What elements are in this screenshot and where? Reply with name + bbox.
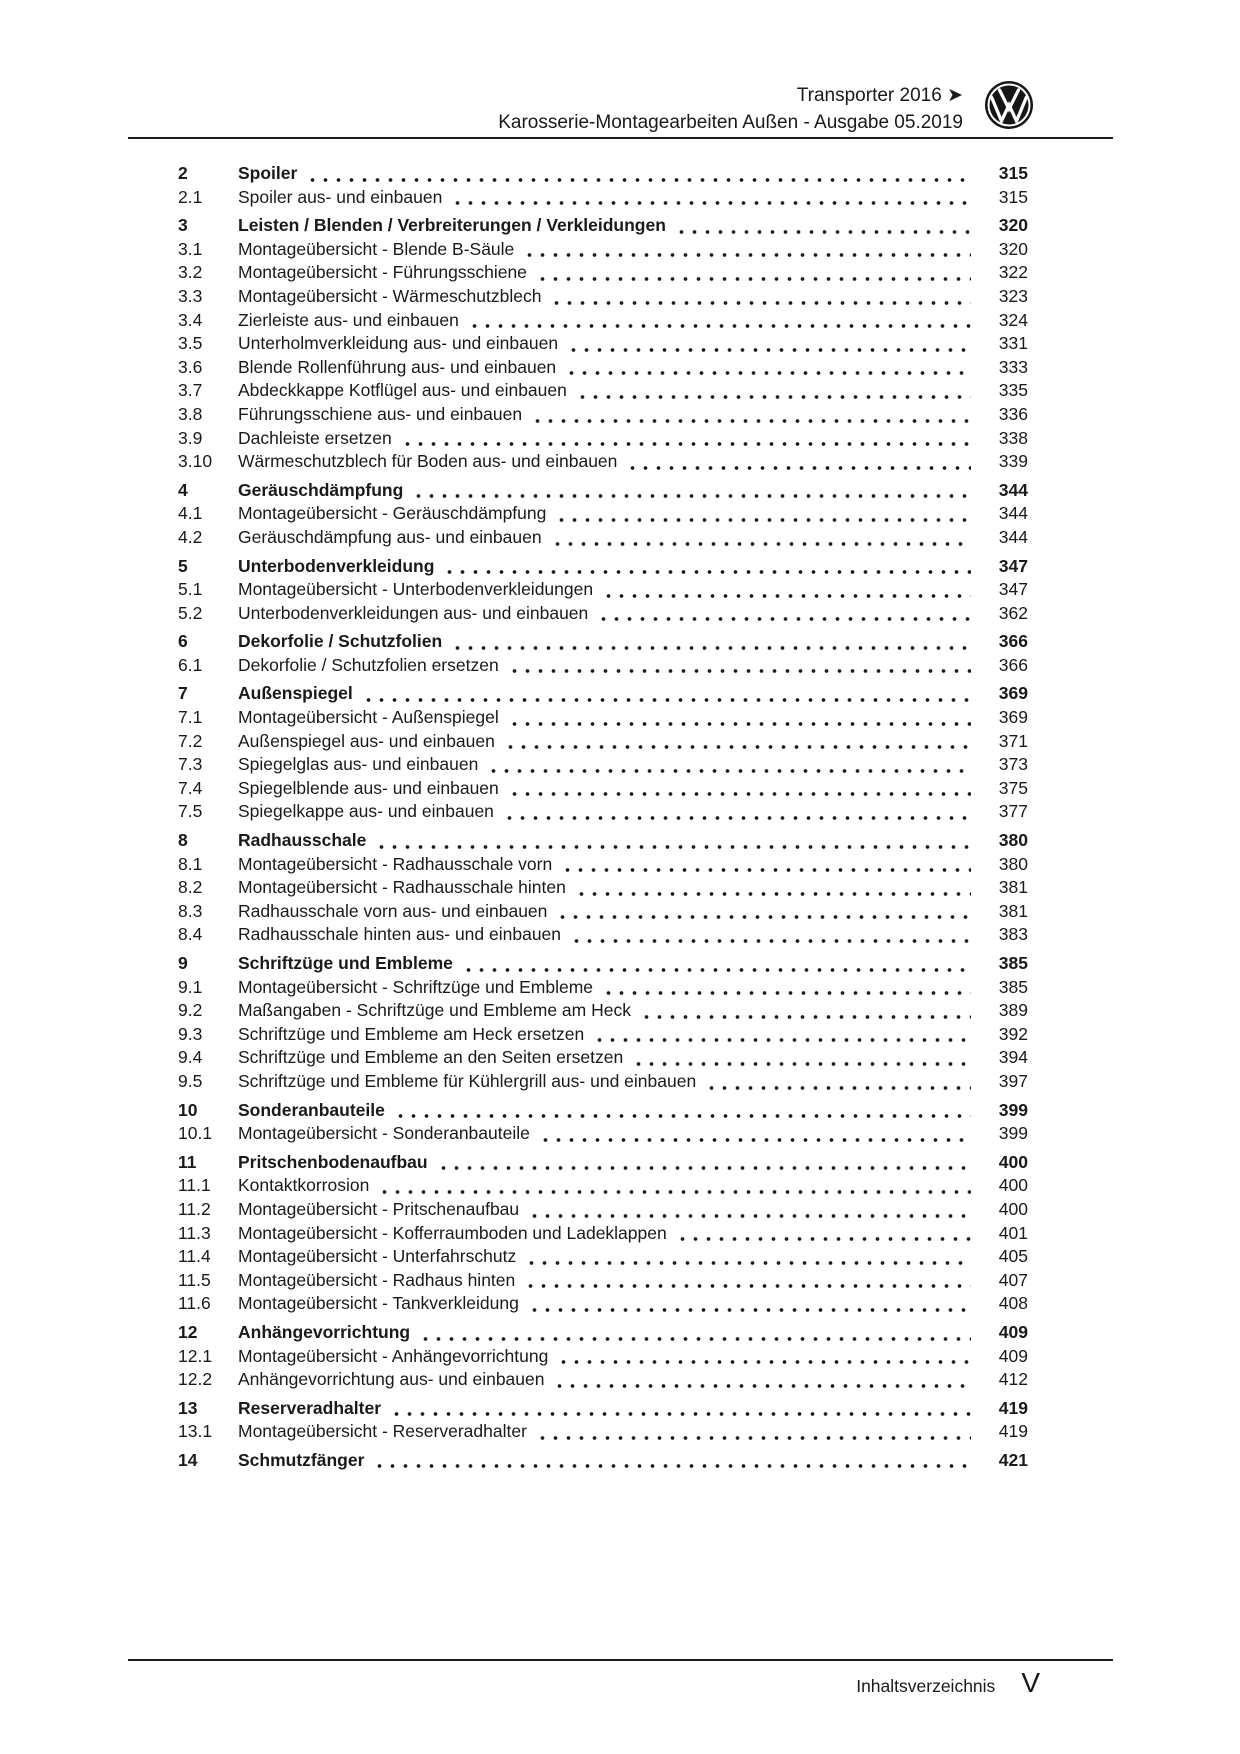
toc-row xyxy=(178,1420,1028,1444)
toc-row xyxy=(178,332,1028,356)
toc-entry-title: Schriftzüge und Embleme an den Seiten ersetzen xyxy=(238,1047,624,1068)
toc-row xyxy=(178,427,1028,451)
toc-entry-number: 8.4 xyxy=(178,924,203,945)
toc-entry-page: 401 xyxy=(998,1222,1028,1243)
toc-entry-number: 7.3 xyxy=(178,754,203,775)
toc-entry-title: Leisten / Blenden / Verbreiterungen / Verkleidungen xyxy=(238,215,666,236)
toc-row xyxy=(178,1174,1028,1198)
toc-entry-title: Montageübersicht - Reserveradhalter xyxy=(238,1421,527,1442)
toc-entry-page: 315 xyxy=(998,186,1028,207)
toc-dot-leader xyxy=(437,1156,971,1174)
toc-entry-title: Montageübersicht - Tankverkleidung xyxy=(238,1293,519,1314)
toc-entry-number: 10 xyxy=(178,1099,198,1120)
toc-entry-number: 3.1 xyxy=(178,238,203,259)
toc-entry-page: 385 xyxy=(998,976,1028,997)
page-header xyxy=(498,82,963,136)
toc-dot-leader xyxy=(378,1180,971,1198)
toc-row xyxy=(178,1099,1028,1123)
toc-entry-page: 392 xyxy=(998,1023,1028,1044)
toc-entry-page: 323 xyxy=(998,285,1028,306)
toc-entry-number: 11.1 xyxy=(178,1175,211,1196)
toc-row xyxy=(178,900,1028,924)
toc-entry-number: 7.2 xyxy=(178,730,203,751)
toc-entry-title: Schriftzüge und Embleme für Kühlergrill aus- und einbauen xyxy=(238,1070,697,1091)
toc-entry-page: 331 xyxy=(998,333,1028,354)
vw-logo-icon xyxy=(984,80,1034,130)
toc-entry-title: Radhausschale vorn aus- und einbauen xyxy=(238,900,548,921)
toc-entry-title: Maßangaben - Schriftzüge und Embleme am Heck xyxy=(238,1000,631,1021)
toc-row xyxy=(178,1122,1028,1146)
toc-entry-page: 366 xyxy=(998,654,1028,675)
toc-entry-page: 400 xyxy=(998,1151,1028,1172)
toc-entry-page: 409 xyxy=(998,1345,1028,1366)
toc-entry-page: 409 xyxy=(998,1321,1028,1342)
toc-dot-leader xyxy=(306,168,971,186)
toc-row xyxy=(178,379,1028,403)
toc-entry-title: Spiegelglas aus- und einbauen xyxy=(238,754,479,775)
footer-page-number: V xyxy=(1021,1667,1040,1698)
toc-entry-page: 397 xyxy=(998,1070,1028,1091)
toc-row xyxy=(178,1046,1028,1070)
toc-dot-leader xyxy=(567,338,971,356)
toc-dot-leader xyxy=(536,1426,971,1444)
toc-entry-page: 320 xyxy=(998,238,1028,259)
toc-dot-leader xyxy=(632,1052,971,1070)
toc-row xyxy=(178,162,1028,186)
toc-entry-page: 315 xyxy=(998,163,1028,183)
toc-dot-leader xyxy=(508,712,971,730)
toc-entry-number: 8.3 xyxy=(178,900,203,921)
header-divider xyxy=(128,137,1113,139)
toc-entry-number: 8.2 xyxy=(178,877,203,898)
toc-entry-page: 380 xyxy=(998,853,1028,874)
toc-entry-number: 3.4 xyxy=(178,309,203,330)
toc-entry-number: 9.5 xyxy=(178,1070,203,1091)
toc-dot-leader xyxy=(503,806,971,824)
toc-entry-title: Radhausschale hinten aus- und einbauen xyxy=(238,924,562,945)
toc-entry-title: Spiegelblende aus- und einbauen xyxy=(238,777,499,798)
toc-entry-number: 11 xyxy=(178,1151,197,1172)
toc-row xyxy=(178,403,1028,427)
toc-dot-leader xyxy=(597,607,971,625)
toc-row xyxy=(178,682,1028,706)
toc-entry-page: 407 xyxy=(998,1269,1028,1290)
table-of-contents xyxy=(178,162,1028,1472)
toc-dot-leader xyxy=(373,1454,971,1472)
toc-dot-leader xyxy=(451,191,971,209)
toc-row xyxy=(178,1269,1028,1293)
toc-dot-leader xyxy=(524,1274,971,1292)
toc-entry-title: Anhängevorrichtung xyxy=(238,1321,411,1342)
toc-row xyxy=(178,730,1028,754)
toc-entry-page: 394 xyxy=(998,1047,1028,1068)
toc-row xyxy=(178,261,1028,285)
toc-entry-page: 335 xyxy=(998,380,1028,401)
toc-entry-title: Außenspiegel aus- und einbauen xyxy=(238,730,495,751)
footer-divider xyxy=(128,1659,1113,1661)
toc-entry-title: Montageübersicht - Schriftzüge und Embleme xyxy=(238,976,594,997)
toc-entry-page: 347 xyxy=(998,555,1028,576)
toc-dot-leader xyxy=(419,1327,971,1345)
toc-dot-leader xyxy=(640,1005,971,1023)
toc-entry-number: 3.9 xyxy=(178,427,203,448)
toc-row xyxy=(178,309,1028,333)
toc-entry-number: 9.3 xyxy=(178,1023,203,1044)
toc-dot-leader xyxy=(575,882,971,900)
toc-dot-leader xyxy=(570,929,971,947)
toc-entry-number: 7.4 xyxy=(178,777,203,798)
toc-dot-leader xyxy=(602,981,971,999)
toc-dot-leader xyxy=(556,905,971,923)
header-model-title: Transporter 2016 ➤ xyxy=(796,85,963,106)
toc-entry-number: 6.1 xyxy=(178,654,203,675)
toc-entry-page: 381 xyxy=(998,877,1028,898)
toc-entry-title: Spiegelkappe aus- und einbauen xyxy=(238,801,494,822)
toc-dot-leader xyxy=(551,532,971,550)
toc-row xyxy=(178,238,1028,262)
toc-entry-title: Montageübersicht - Außenspiegel xyxy=(238,707,499,728)
toc-entry-number: 8.1 xyxy=(178,853,203,874)
toc-entry-page: 344 xyxy=(998,526,1028,547)
toc-row xyxy=(178,186,1028,210)
toc-dot-leader xyxy=(508,782,971,800)
toc-dot-leader xyxy=(536,267,971,285)
toc-row xyxy=(178,706,1028,730)
toc-dot-leader xyxy=(504,735,971,753)
toc-entry-title: Montageübersicht - Unterfahrschutz xyxy=(238,1246,517,1267)
toc-entry-page: 366 xyxy=(998,631,1028,652)
toc-entry-number: 3.7 xyxy=(178,380,203,401)
toc-dot-leader xyxy=(539,1128,971,1146)
toc-row xyxy=(178,777,1028,801)
toc-row xyxy=(178,829,1028,853)
toc-entry-number: 2.1 xyxy=(178,186,203,207)
toc-dot-leader xyxy=(593,1028,971,1046)
toc-entry-title: Sonderanbauteile xyxy=(238,1099,385,1120)
toc-entry-page: 421 xyxy=(998,1449,1028,1470)
toc-entry-title: Montageübersicht - Unterbodenverkleidungen xyxy=(238,579,594,600)
toc-entry-page: 377 xyxy=(998,801,1028,822)
toc-dot-leader xyxy=(626,456,971,474)
toc-entry-number: 3.8 xyxy=(178,403,203,424)
toc-entry-page: 333 xyxy=(998,356,1028,377)
toc-row xyxy=(178,1321,1028,1345)
toc-entry-title: Unterbodenverkleidung xyxy=(238,555,435,576)
toc-row xyxy=(178,1070,1028,1094)
toc-dot-leader xyxy=(675,220,971,238)
toc-entry-title: Blende Rollenführung aus- und einbauen xyxy=(238,356,557,377)
toc-row xyxy=(178,654,1028,678)
toc-entry-number: 11.4 xyxy=(178,1246,211,1267)
toc-entry-page: 380 xyxy=(998,830,1028,851)
toc-entry-page: 324 xyxy=(998,309,1028,330)
toc-row xyxy=(178,753,1028,777)
toc-entry-page: 400 xyxy=(998,1198,1028,1219)
toc-entry-number: 3 xyxy=(178,215,188,236)
toc-entry-title: Führungsschiene aus- und einbauen xyxy=(238,403,523,424)
toc-row xyxy=(178,285,1028,309)
toc-entry-page: 419 xyxy=(998,1397,1028,1418)
toc-entry-title: Schriftzüge und Embleme xyxy=(238,953,453,973)
toc-entry-page: 389 xyxy=(998,1000,1028,1021)
toc-entry-page: 338 xyxy=(998,427,1028,448)
toc-dot-leader xyxy=(451,636,971,654)
toc-dot-leader xyxy=(602,584,971,602)
toc-dot-leader xyxy=(550,291,971,309)
toc-dot-leader xyxy=(375,835,971,853)
toc-entry-page: 369 xyxy=(998,683,1028,704)
toc-row xyxy=(178,1198,1028,1222)
toc-entry-title: Dekorfolie / Schutzfolien xyxy=(238,631,443,652)
toc-row xyxy=(178,214,1028,238)
toc-entry-page: 362 xyxy=(998,602,1028,623)
toc-row xyxy=(178,999,1028,1023)
toc-entry-page: 344 xyxy=(998,503,1028,524)
toc-row xyxy=(178,526,1028,550)
toc-entry-number: 4 xyxy=(178,479,188,500)
toc-entry-title: Montageübersicht - Sonderanbauteile xyxy=(238,1123,530,1144)
toc-entry-number: 3.10 xyxy=(178,451,213,472)
toc-dot-leader xyxy=(394,1104,971,1122)
toc-entry-title: Montageübersicht - Wärmeschutzblech xyxy=(238,285,542,306)
toc-dot-leader xyxy=(412,484,971,502)
footer-section-label: Inhaltsverzeichnis xyxy=(856,1676,996,1696)
toc-row xyxy=(178,1245,1028,1269)
toc-entry-number: 9.4 xyxy=(178,1047,203,1068)
toc-dot-leader xyxy=(462,958,971,976)
toc-entry-title: Montageübersicht - Anhängevorrichtung xyxy=(238,1345,549,1366)
toc-dot-leader xyxy=(487,759,971,777)
toc-dot-leader xyxy=(525,1251,971,1269)
toc-entry-page: 373 xyxy=(998,754,1028,775)
toc-entry-title: Montageübersicht - Pritschenaufbau xyxy=(238,1198,520,1219)
toc-row xyxy=(178,800,1028,824)
toc-entry-title: Kontaktkorrosion xyxy=(238,1175,370,1196)
toc-entry-page: 339 xyxy=(998,451,1028,472)
toc-entry-number: 6 xyxy=(178,631,188,652)
toc-entry-number: 11.5 xyxy=(178,1269,211,1290)
toc-entry-number: 3.2 xyxy=(178,262,203,283)
toc-entry-number: 7.1 xyxy=(178,707,203,728)
toc-entry-title: Montageübersicht - Geräuschdämpfung xyxy=(238,503,547,524)
toc-entry-number: 12 xyxy=(178,1321,198,1342)
toc-entry-number: 13.1 xyxy=(178,1421,213,1442)
toc-entry-title: Unterholmverkleidung aus- und einbauen xyxy=(238,333,559,354)
toc-entry-page: 385 xyxy=(998,953,1028,973)
toc-row xyxy=(178,1397,1028,1421)
toc-entry-number: 14 xyxy=(178,1449,198,1470)
toc-entry-title: Abdeckkappe Kotflügel aus- und einbauen xyxy=(238,380,567,401)
toc-entry-number: 3.3 xyxy=(178,285,203,306)
toc-entry-number: 4.1 xyxy=(178,503,203,524)
toc-row xyxy=(178,502,1028,526)
toc-entry-number: 5.1 xyxy=(178,579,203,600)
toc-entry-number: 2 xyxy=(178,163,188,183)
toc-entry-title: Pritschenbodenaufbau xyxy=(238,1151,428,1172)
toc-entry-title: Außenspiegel xyxy=(238,683,353,704)
toc-entry-title: Zierleiste aus- und einbauen xyxy=(238,309,459,330)
toc-row xyxy=(178,479,1028,503)
toc-entry-title: Schriftzüge und Embleme am Heck ersetzen xyxy=(238,1023,585,1044)
toc-entry-page: 336 xyxy=(998,403,1028,424)
toc-row xyxy=(178,952,1028,976)
toc-entry-title: Geräuschdämpfung aus- und einbauen xyxy=(238,526,542,547)
toc-dot-leader xyxy=(523,243,971,261)
toc-entry-title: Anhängevorrichtung aus- und einbauen xyxy=(238,1369,545,1390)
toc-entry-page: 419 xyxy=(998,1421,1028,1442)
toc-entry-title: Geräuschdämpfung xyxy=(238,479,404,500)
toc-entry-title: Montageübersicht - Radhausschale vorn xyxy=(238,853,553,874)
toc-dot-leader xyxy=(401,432,971,450)
toc-dot-leader xyxy=(390,1402,971,1420)
toc-entry-number: 9 xyxy=(178,953,188,973)
toc-entry-page: 381 xyxy=(998,900,1028,921)
toc-entry-title: Montageübersicht - Blende B-Säule xyxy=(238,238,515,259)
toc-entry-number: 7 xyxy=(178,683,188,704)
toc-row xyxy=(178,1368,1028,1392)
toc-entry-title: Dachleiste ersetzen xyxy=(238,427,392,448)
toc-entry-number: 12.1 xyxy=(178,1345,213,1366)
toc-entry-number: 5.2 xyxy=(178,602,203,623)
toc-entry-number: 11.3 xyxy=(178,1222,211,1243)
toc-entry-title: Wärmeschutzblech für Boden aus- und einbauen xyxy=(238,451,618,472)
toc-entry-number: 4.2 xyxy=(178,526,203,547)
toc-entry-title: Montageübersicht - Radhausschale hinten xyxy=(238,877,566,898)
toc-entry-page: 412 xyxy=(998,1369,1028,1390)
toc-entry-number: 12.2 xyxy=(178,1369,213,1390)
toc-entry-number: 11.6 xyxy=(178,1293,211,1314)
toc-entry-page: 405 xyxy=(998,1246,1028,1267)
toc-dot-leader xyxy=(705,1076,971,1094)
toc-row xyxy=(178,1222,1028,1246)
toc-entry-page: 347 xyxy=(998,579,1028,600)
toc-entry-page: 322 xyxy=(998,262,1028,283)
toc-dot-leader xyxy=(676,1227,971,1245)
header-subtitle: Karosserie-Montagearbeiten Außen - Ausgabe 05.2019 xyxy=(498,112,963,133)
toc-dot-leader xyxy=(555,508,971,526)
toc-dot-leader xyxy=(528,1204,971,1222)
toc-row xyxy=(178,555,1028,579)
toc-row xyxy=(178,602,1028,626)
toc-entry-page: 399 xyxy=(998,1099,1028,1120)
toc-row xyxy=(178,1449,1028,1473)
toc-dot-leader xyxy=(576,385,971,403)
toc-row xyxy=(178,853,1028,877)
toc-dot-leader xyxy=(468,314,971,332)
toc-entry-title: Schmutzfänger xyxy=(238,1449,365,1470)
toc-dot-leader xyxy=(528,1298,971,1316)
toc-row xyxy=(178,1292,1028,1316)
toc-entry-page: 371 xyxy=(998,730,1028,751)
toc-row xyxy=(178,976,1028,1000)
toc-entry-title: Reserveradhalter xyxy=(238,1397,381,1418)
toc-entry-number: 11.2 xyxy=(178,1198,211,1219)
toc-entry-title: Montageübersicht - Kofferraumboden und Ladeklappen xyxy=(238,1222,667,1243)
page-footer xyxy=(856,1668,1040,1698)
toc-entry-number: 3.6 xyxy=(178,356,203,377)
toc-entry-number: 13 xyxy=(178,1397,198,1418)
toc-entry-number: 8 xyxy=(178,830,188,851)
toc-entry-title: Spoiler aus- und einbauen xyxy=(238,186,443,207)
toc-entry-title: Radhausschale xyxy=(238,830,367,851)
toc-row xyxy=(178,578,1028,602)
toc-entry-page: 383 xyxy=(998,924,1028,945)
toc-entry-page: 400 xyxy=(998,1175,1028,1196)
toc-entry-number: 7.5 xyxy=(178,801,203,822)
toc-dot-leader xyxy=(553,1374,971,1392)
toc-entry-title: Unterbodenverkleidungen aus- und einbauen xyxy=(238,602,589,623)
toc-row xyxy=(178,450,1028,474)
toc-entry-page: 320 xyxy=(998,215,1028,236)
toc-dot-leader xyxy=(362,688,971,706)
toc-row xyxy=(178,1345,1028,1369)
toc-dot-leader xyxy=(508,659,971,677)
toc-row xyxy=(178,1023,1028,1047)
toc-dot-leader xyxy=(565,361,971,379)
toc-entry-page: 375 xyxy=(998,777,1028,798)
toc-row xyxy=(178,923,1028,947)
toc-dot-leader xyxy=(443,560,971,578)
toc-row xyxy=(178,876,1028,900)
toc-entry-title: Dekorfolie / Schutzfolien ersetzen xyxy=(238,654,499,675)
toc-entry-number: 3.5 xyxy=(178,333,203,354)
toc-entry-title: Spoiler xyxy=(238,163,298,183)
toc-entry-page: 408 xyxy=(998,1293,1028,1314)
toc-entry-number: 5 xyxy=(178,555,188,576)
toc-row xyxy=(178,1151,1028,1175)
toc-entry-page: 344 xyxy=(998,479,1028,500)
toc-row xyxy=(178,630,1028,654)
toc-entry-number: 10.1 xyxy=(178,1123,213,1144)
toc-entry-number: 9.1 xyxy=(178,976,203,997)
toc-entry-page: 399 xyxy=(998,1123,1028,1144)
toc-dot-leader xyxy=(561,858,971,876)
toc-entry-page: 369 xyxy=(998,707,1028,728)
toc-row xyxy=(178,356,1028,380)
toc-dot-leader xyxy=(557,1350,971,1368)
toc-entry-title: Montageübersicht - Radhaus hinten xyxy=(238,1269,516,1290)
toc-entry-number: 9.2 xyxy=(178,1000,203,1021)
toc-entry-title: Montageübersicht - Führungsschiene xyxy=(238,262,527,283)
toc-dot-leader xyxy=(531,409,971,427)
